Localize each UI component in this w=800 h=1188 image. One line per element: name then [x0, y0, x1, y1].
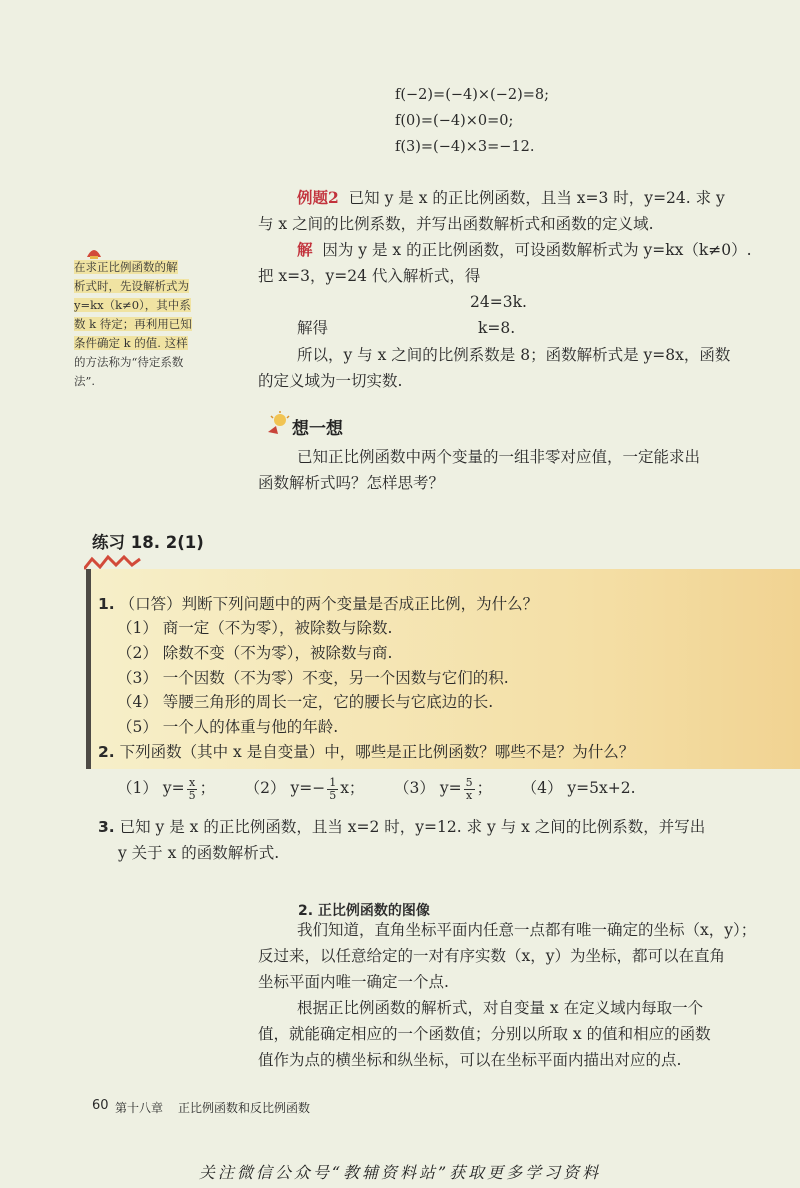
solution-line-5: 所以，y 与 x 之间的比例系数是 8；函数解析式是 y=8x，函数	[297, 346, 731, 364]
fraction-denominator: 5	[188, 788, 196, 802]
section-p2-line-3: 值作为点的横坐标和纵坐标，可以在坐标平面内描出对应的点.	[258, 1051, 682, 1069]
section-title: 2. 正比例函数的图像	[298, 903, 430, 919]
page-number: 60	[92, 1098, 109, 1113]
solution-line-2: 把 x=3，y=24 代入解析式，得	[258, 267, 481, 285]
example-text-1: 已知 y 是 x 的正比例函数，且当 x=3 时，y=24. 求 y	[348, 189, 725, 207]
footer-title: 正比例函数和反比例函数	[178, 1101, 311, 1115]
q1-item-5: （5） 一个人的体重与他的年龄.	[117, 718, 339, 736]
exercise-title: 练习 18. 2(1)	[92, 533, 204, 552]
q2-opt4: （4） y=5x+2.	[521, 779, 636, 797]
section-p2-line-1: 根据正比例函数的解析式，对自变量 x 在定义域内每取一个	[297, 999, 704, 1017]
side-note-line: 条件确定 k 的值. 这样	[74, 336, 188, 350]
fraction-denominator: 5	[329, 788, 337, 802]
solution-line-6: 的定义域为一切实数.	[258, 372, 403, 390]
solution-line-4a: 解得	[297, 319, 329, 337]
footer-chapter: 第十八章	[115, 1101, 164, 1115]
think-line-2: 函数解析式吗？怎样思考？	[258, 474, 445, 492]
q2-opt2-label: （2）	[244, 779, 286, 797]
watermark-text: 关注微信公众号“教辅资料站”获取更多学习资料	[198, 1163, 602, 1182]
q2-text: 下列函数（其中 x 是自变量）中，哪些是正比例函数？哪些不是？为什么？	[119, 743, 635, 761]
section-p2-line-2: 值，就能确定相应的一个函数值；分别以所取 x 的值和相应的函数	[258, 1025, 711, 1043]
exercise-bar	[86, 569, 91, 769]
section-p1-line-1: 我们知道，直角坐标平面内任意一点都有唯一确定的坐标（x，y）；	[297, 921, 757, 939]
solution-line-1	[297, 240, 752, 260]
think-icon	[266, 410, 290, 436]
q2-line	[98, 742, 634, 762]
q3-line-1	[98, 817, 705, 837]
q2-opt3-post: ；	[476, 779, 493, 797]
q1-line	[98, 594, 538, 614]
q2-number: 2.	[98, 743, 115, 761]
q1-item-4: （4） 等腰三角形的周长一定，它的腰长与它底边的长.	[117, 693, 494, 711]
solution-label: 解	[297, 240, 313, 259]
computation-line-1: f(−2)=(−4)×(−2)=8;	[395, 87, 549, 103]
example-line-2: 与 x 之间的比例系数，并写出函数解析式和函数的定义域.	[258, 215, 654, 233]
lightbulb-icon	[84, 245, 104, 259]
q2-opt2-fraction	[327, 777, 338, 802]
q2-opt1-label: （1）	[117, 779, 158, 797]
q2-opt1-post: ；	[199, 779, 216, 797]
q1-item-3: （3） 一个因数（不为零）不变，另一个因数与它们的积.	[117, 669, 509, 687]
q2-opt1-fraction	[187, 777, 198, 802]
side-note-line: 析式时，先设解析式为	[74, 279, 189, 293]
solution-text-1: 因为 y 是 x 的正比例函数，可设函数解析式为 y=kx（k≠0）.	[322, 241, 752, 259]
fraction-numerator: 1	[329, 775, 337, 789]
think-line-1: 已知正比例函数中两个变量的一组非零对应值，一定能求出	[297, 448, 701, 466]
q3-text-1: 已知 y 是 x 的正比例函数，且当 x=2 时，y=12. 求 y 与 x 之间的比例系数，并写出	[119, 818, 706, 836]
fraction-numerator: x	[188, 775, 196, 789]
side-note-line: 数 k 待定；再利用已知	[74, 317, 192, 331]
computation-line-3: f(3)=(−4)×3=−12.	[395, 139, 535, 155]
q1-item-1: （1） 商一定（不为零），被除数与除数.	[117, 619, 393, 637]
q2-opt3-pre: y=	[439, 779, 462, 797]
side-note-line: 的方法称为“待定系数	[74, 355, 184, 369]
solution-line-3: 24=3k.	[470, 293, 527, 311]
think-title: 想一想	[292, 419, 343, 439]
section-p1-line-3: 坐标平面内唯一确定一个点.	[258, 973, 449, 991]
example-line-1	[297, 188, 725, 208]
solution-line-4b: k=8.	[478, 319, 516, 337]
q2-options	[117, 773, 636, 803]
side-note-line: 法”.	[74, 374, 96, 388]
computation-line-2: f(0)=(−4)×0=0;	[395, 113, 514, 129]
q1-text: （口答）判断下列问题中的两个变量是否成正比例，为什么？	[119, 595, 539, 613]
example-label: 例题2	[297, 188, 339, 207]
q3-line-2: y 关于 x 的函数解析式.	[118, 844, 280, 862]
q1-number: 1.	[98, 595, 115, 613]
q1-item-2: （2） 除数不变（不为零），被除数与商.	[117, 644, 393, 662]
q2-opt3-fraction	[464, 777, 475, 802]
q2-opt3-label: （3）	[394, 779, 435, 797]
q2-opt1-pre: y=	[162, 779, 185, 797]
side-note	[74, 258, 242, 408]
q2-opt2-pre: y=−	[290, 779, 326, 797]
q2-opt2-post: x；	[340, 779, 365, 797]
section-p1-line-2: 反过来，以任意给定的一对有序实数（x，y）为坐标，都可以在直角	[258, 947, 726, 965]
fraction-denominator: x	[465, 788, 473, 802]
fraction-numerator: 5	[465, 775, 473, 789]
side-note-line: 在求正比例函数的解	[74, 260, 178, 274]
side-note-line: y=kx（k≠0），其中系	[74, 298, 191, 312]
q3-number: 3.	[98, 818, 115, 836]
